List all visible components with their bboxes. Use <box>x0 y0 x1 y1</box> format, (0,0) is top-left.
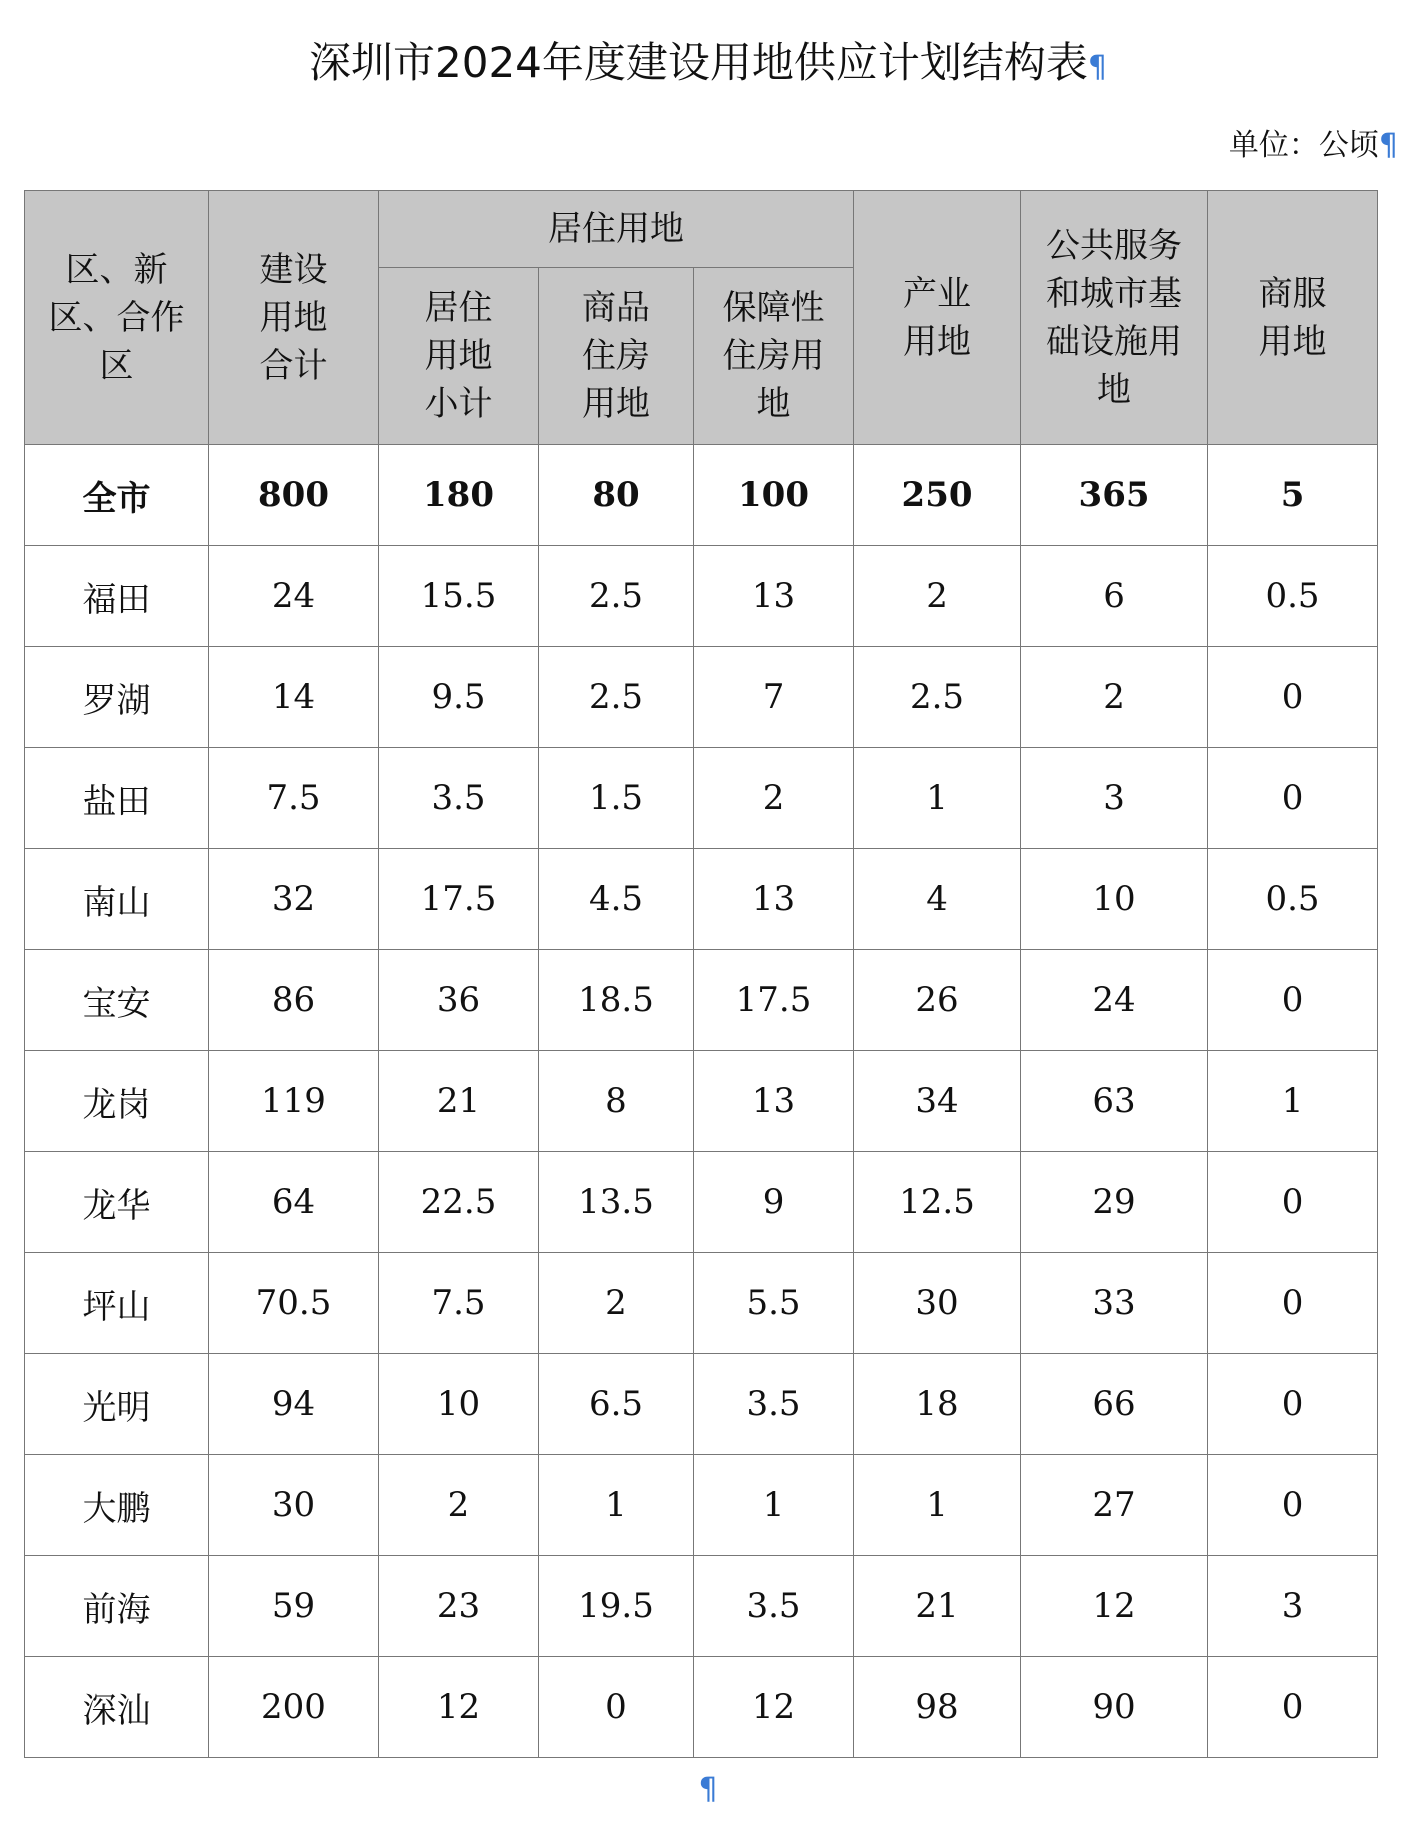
table-row <box>25 1152 1378 1253</box>
value-cell: 200 <box>209 1657 379 1758</box>
header-residential: 居住用地 <box>379 191 854 268</box>
value-cell: 7.5 <box>379 1253 539 1354</box>
value-cell: 3.5 <box>694 1354 854 1455</box>
value-cell: 9.5 <box>379 647 539 748</box>
value-cell: 365 <box>1021 445 1208 546</box>
value-cell: 2.5 <box>854 647 1021 748</box>
value-cell: 119 <box>209 1051 379 1152</box>
value-cell: 13 <box>694 546 854 647</box>
value-cell: 0 <box>1208 748 1378 849</box>
value-cell: 4.5 <box>539 849 694 950</box>
district-name: 坪山 <box>25 1253 209 1354</box>
district-name: 大鹏 <box>25 1455 209 1556</box>
value-cell: 13 <box>694 849 854 950</box>
district-name: 龙华 <box>25 1152 209 1253</box>
table-row <box>25 1051 1378 1152</box>
value-cell: 1 <box>1208 1051 1378 1152</box>
value-cell: 0 <box>1208 1455 1378 1556</box>
header-total: 建设用地合计 <box>209 191 379 445</box>
value-cell: 15.5 <box>379 546 539 647</box>
header-affordable-housing: 保障性住房用地 <box>694 268 854 445</box>
district-name: 罗湖 <box>25 647 209 748</box>
value-cell: 30 <box>209 1455 379 1556</box>
value-cell: 0 <box>1208 1152 1378 1253</box>
value-cell: 0 <box>1208 950 1378 1051</box>
value-cell: 17.5 <box>694 950 854 1051</box>
table-row <box>25 849 1378 950</box>
header-res-subtotal: 居住用地小计 <box>379 268 539 445</box>
value-cell: 10 <box>1021 849 1208 950</box>
district-name: 宝安 <box>25 950 209 1051</box>
table-row <box>25 748 1378 849</box>
district-name: 深汕 <box>25 1657 209 1758</box>
value-cell: 80 <box>539 445 694 546</box>
value-cell: 70.5 <box>209 1253 379 1354</box>
value-cell: 34 <box>854 1051 1021 1152</box>
value-cell: 0 <box>1208 1253 1378 1354</box>
value-cell: 12 <box>1021 1556 1208 1657</box>
value-cell: 21 <box>379 1051 539 1152</box>
district-name: 光明 <box>25 1354 209 1455</box>
value-cell: 22.5 <box>379 1152 539 1253</box>
header-district: 区、新区、合作区 <box>25 191 209 445</box>
value-cell: 27 <box>1021 1455 1208 1556</box>
value-cell: 1 <box>539 1455 694 1556</box>
table-row <box>25 1253 1378 1354</box>
value-cell: 19.5 <box>539 1556 694 1657</box>
value-cell: 0 <box>1208 1657 1378 1758</box>
value-cell: 1 <box>854 1455 1021 1556</box>
value-cell: 3 <box>1208 1556 1378 1657</box>
value-cell: 4 <box>854 849 1021 950</box>
value-cell: 800 <box>209 445 379 546</box>
value-cell: 7 <box>694 647 854 748</box>
header-commercial-service: 商服用地 <box>1208 191 1378 445</box>
value-cell: 2 <box>694 748 854 849</box>
value-cell: 59 <box>209 1556 379 1657</box>
value-cell: 7.5 <box>209 748 379 849</box>
value-cell: 5 <box>1208 445 1378 546</box>
value-cell: 3.5 <box>694 1556 854 1657</box>
value-cell: 32 <box>209 849 379 950</box>
value-cell: 18 <box>854 1354 1021 1455</box>
value-cell: 1 <box>854 748 1021 849</box>
value-cell: 100 <box>694 445 854 546</box>
value-cell: 18.5 <box>539 950 694 1051</box>
value-cell: 94 <box>209 1354 379 1455</box>
value-cell: 30 <box>854 1253 1021 1354</box>
value-cell: 2 <box>1021 647 1208 748</box>
value-cell: 13.5 <box>539 1152 694 1253</box>
table-row <box>25 647 1378 748</box>
value-cell: 0 <box>1208 1354 1378 1455</box>
district-name: 前海 <box>25 1556 209 1657</box>
value-cell: 1 <box>694 1455 854 1556</box>
document-title <box>0 30 1416 90</box>
value-cell: 5.5 <box>694 1253 854 1354</box>
value-cell: 36 <box>379 950 539 1051</box>
value-cell: 0 <box>539 1657 694 1758</box>
value-cell: 63 <box>1021 1051 1208 1152</box>
paragraph-end <box>0 1772 1416 1807</box>
value-cell: 1.5 <box>539 748 694 849</box>
value-cell: 66 <box>1021 1354 1208 1455</box>
value-cell: 13 <box>694 1051 854 1152</box>
header-commercial-housing: 商品住房用地 <box>539 268 694 445</box>
value-cell: 0.5 <box>1208 546 1378 647</box>
value-cell: 86 <box>209 950 379 1051</box>
value-cell: 21 <box>854 1556 1021 1657</box>
value-cell: 26 <box>854 950 1021 1051</box>
value-cell: 3.5 <box>379 748 539 849</box>
value-cell: 29 <box>1021 1152 1208 1253</box>
table-row <box>25 1556 1378 1657</box>
value-cell: 14 <box>209 647 379 748</box>
value-cell: 90 <box>1021 1657 1208 1758</box>
value-cell: 2 <box>854 546 1021 647</box>
table-row <box>25 546 1378 647</box>
value-cell: 12 <box>694 1657 854 1758</box>
district-name: 全市 <box>25 445 209 546</box>
table-row <box>25 1657 1378 1758</box>
value-cell: 6 <box>1021 546 1208 647</box>
unit-label <box>1229 120 1398 164</box>
value-cell: 12.5 <box>854 1152 1021 1253</box>
value-cell: 9 <box>694 1152 854 1253</box>
value-cell: 2 <box>539 1253 694 1354</box>
table-row <box>25 950 1378 1051</box>
value-cell: 8 <box>539 1051 694 1152</box>
value-cell: 2.5 <box>539 647 694 748</box>
district-name: 盐田 <box>25 748 209 849</box>
value-cell: 250 <box>854 445 1021 546</box>
value-cell: 17.5 <box>379 849 539 950</box>
district-name: 福田 <box>25 546 209 647</box>
value-cell: 98 <box>854 1657 1021 1758</box>
pilcrow-mark: ¶ <box>1087 50 1107 85</box>
district-name: 龙岗 <box>25 1051 209 1152</box>
value-cell: 10 <box>379 1354 539 1455</box>
value-cell: 0.5 <box>1208 849 1378 950</box>
pilcrow-mark: ¶ <box>698 1772 718 1807</box>
value-cell: 33 <box>1021 1253 1208 1354</box>
table-row <box>25 1354 1378 1455</box>
land-supply-table <box>24 190 1378 1758</box>
value-cell: 6.5 <box>539 1354 694 1455</box>
value-cell: 2 <box>379 1455 539 1556</box>
value-cell: 0 <box>1208 647 1378 748</box>
value-cell: 24 <box>209 546 379 647</box>
value-cell: 3 <box>1021 748 1208 849</box>
value-cell: 180 <box>379 445 539 546</box>
value-cell: 2.5 <box>539 546 694 647</box>
table-row <box>25 445 1378 546</box>
value-cell: 24 <box>1021 950 1208 1051</box>
value-cell: 12 <box>379 1657 539 1758</box>
title-text: 深圳市2024年度建设用地供应计划结构表 <box>309 38 1088 87</box>
header-industrial: 产业用地 <box>854 191 1021 445</box>
table-row <box>25 1455 1378 1556</box>
pilcrow-mark: ¶ <box>1378 128 1398 163</box>
value-cell: 23 <box>379 1556 539 1657</box>
value-cell: 64 <box>209 1152 379 1253</box>
header-public-service: 公共服务和城市基础设施用地 <box>1021 191 1208 445</box>
district-name: 南山 <box>25 849 209 950</box>
unit-text: 单位：公顷 <box>1228 128 1379 163</box>
